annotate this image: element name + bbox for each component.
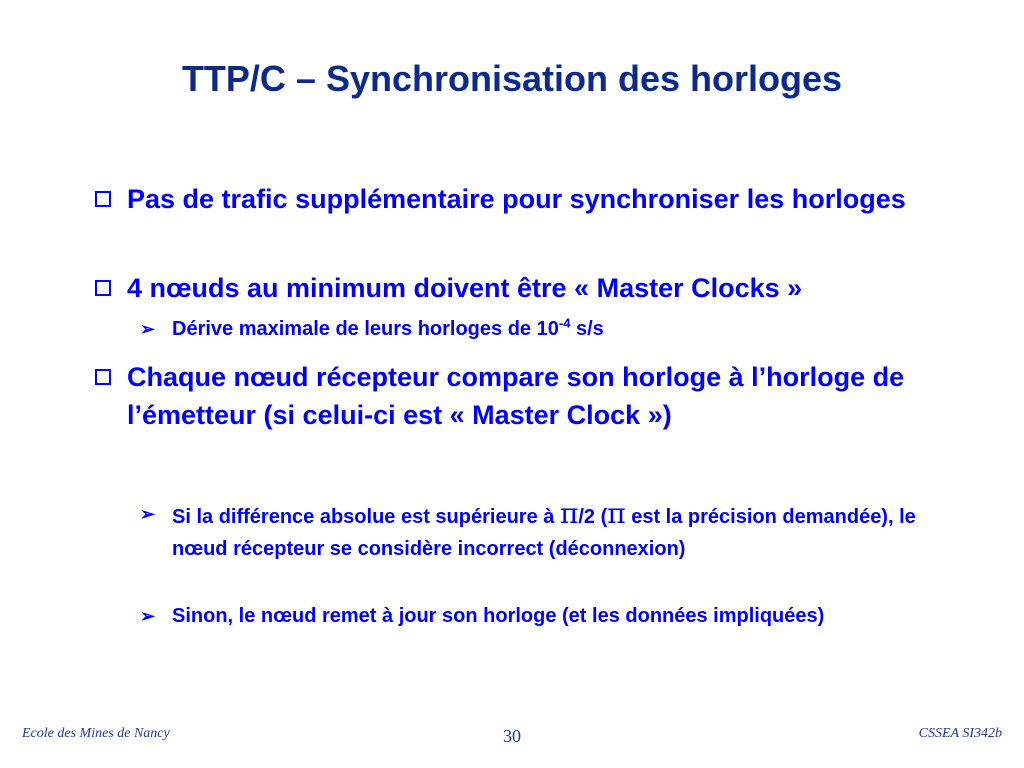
- bullet-item: [95, 180, 995, 218]
- footer-course: CSSEA SI342b: [918, 726, 1002, 741]
- sub-bullet-text: Dérive maximale de leurs horloges de $10^{-4}$ s/s: [172, 315, 604, 340]
- pi-symbol: π: [559, 497, 579, 530]
- arrow-bullet-icon: ➢: [140, 606, 156, 626]
- sub-bullet-text: Si la différence absolue est supérieure à π/2 (π est la précision demandée), le nœud récepteur se considère incorrect (déconnexion): [172, 497, 916, 560]
- bullet-text: Pas de trafic supplémentaire pour synchroniser les horloges: [127, 184, 906, 214]
- arrow-bullet-icon: ➢: [140, 319, 156, 339]
- sub-bullet-text: Sinon, le nœud remet à jour son horloge (et les données impliquées): [172, 605, 825, 627]
- pi-symbol: π: [607, 497, 626, 530]
- sub-bullet-item: [140, 313, 960, 345]
- bullet-item: [95, 269, 995, 307]
- square-bullet-icon: [95, 369, 111, 385]
- square-bullet-icon: [95, 191, 111, 207]
- arrow-bullet-icon: ➢: [140, 504, 156, 524]
- bullet-text: Chaque nœud récepteur compare son horloge à l’horloge de l’émetteur (si celui-ci est « Master Clock »): [127, 362, 905, 430]
- sub-bullet-item: [140, 600, 960, 632]
- page-number: 30: [503, 726, 521, 746]
- footer-school: Ecole des Mines de Nancy: [22, 726, 170, 741]
- sub-bullet-item: [140, 498, 960, 565]
- bullet-text: 4 nœuds au minimum doivent être « Master Clocks »: [127, 273, 803, 303]
- bullet-item: [95, 358, 915, 434]
- slide-title: TTP/C – Synchronisation des horloges: [181, 58, 843, 99]
- square-bullet-icon: [95, 280, 111, 296]
